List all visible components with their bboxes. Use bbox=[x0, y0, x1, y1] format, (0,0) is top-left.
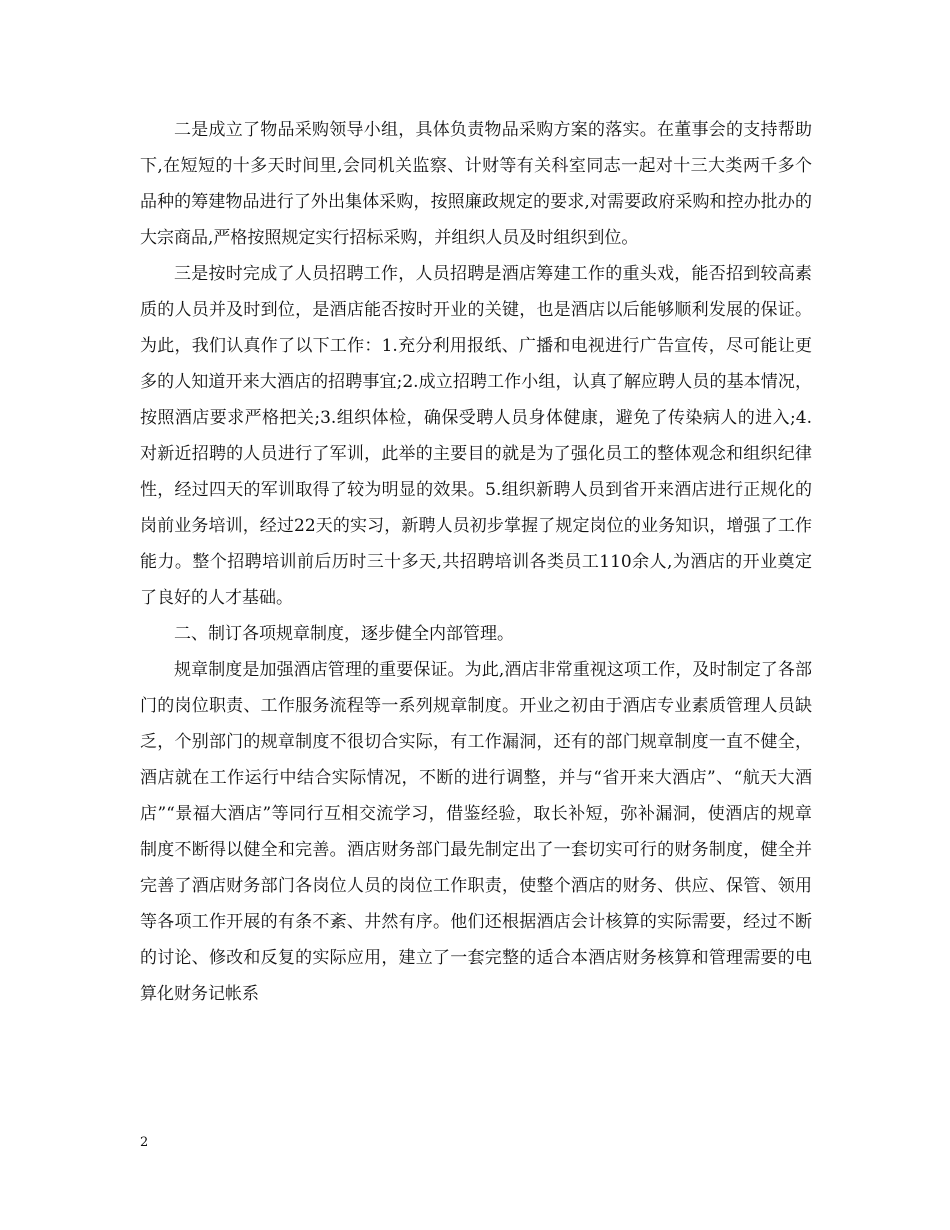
document-body bbox=[140, 112, 812, 1012]
section-heading-rules: 二、制订各项规章制度，逐步健全内部管理。 bbox=[174, 624, 514, 644]
paragraph-recruitment: 三是按时完成了人员招聘工作，人员招聘是酒店筹建工作的重头戏，能否招到较高素质的人员并及时到位，是酒店能否按时开业的关键，也是酒店以后能够顺利发展的保证。为此，我们认真作了以下工作：1.充分利用报纸、广播和电视进行广告宣传，尽可能让更多的人知道开来大酒店的招聘事宜;2.成立招聘工作小组，认真了解应聘人员的基本情况，按照酒店要求严格把关;3.组织体检，确保受聘人员身体健康，避免了传染病人的进入;4.对新近招聘的人员进行了军训，此举的主要目的就是为了强化员工的整体观念和组织纪律性，经过四天的军训取得了较为明显的效果。5.组织新聘人员到省开来酒店进行正规化的岗前业务培训，经过22天的实习，新聘人员初步掌握了规定岗位的业务知识，增强了工作能力。整个招聘培训前后历时三十多天,共招聘培训各类员工110余人,为酒店的开业奠定了良好的人才基础。 bbox=[140, 264, 812, 608]
page-number: 2 bbox=[140, 1135, 149, 1150]
paragraph-procurement: 二是成立了物品采购领导小组，具体负责物品采购方案的落实。在董事会的支持帮助下,在短短的十多天时间里,会同机关监察、计财等有关科室同志一起对十三大类两千多个品种的筹建物品进行了外出集体采购，按照廉政规定的要求,对需要政府采购和控办批办的大宗商品,严格按照规定实行招标采购，并组织人员及时组织到位。 bbox=[140, 120, 812, 248]
paragraph-rules: 规章制度是加强酒店管理的重要保证。为此,酒店非常重视这项工作，及时制定了各部门的岗位职责、工作服务流程等一系列规章制度。开业之初由于酒店专业素质管理人员缺乏，个别部门的规章制度不很切合实际，有工作漏洞，还有的部门规章制度一直不健全，酒店就在工作运行中结合实际情况，不断的进行调整，并与“省开来大酒店”、“航天大酒店”“景福大酒店”等同行互相交流学习，借鉴经验，取长补短，弥补漏洞，使酒店的规章制度不断得以健全和完善。酒店财务部门最先制定出了一套切实可行的财务制度，健全并完善了酒店财务部门各岗位人员的岗位工作职责，使整个酒店的财务、供应、保管、领用等各项工作开展的有条不紊、井然有序。他们还根据酒店会计核算的实际需要，经过不断的讨论、修改和反复的实际应用，建立了一套完整的适合本酒店财务核算和管理需要的电算化财务记帐系 bbox=[140, 660, 812, 1004]
